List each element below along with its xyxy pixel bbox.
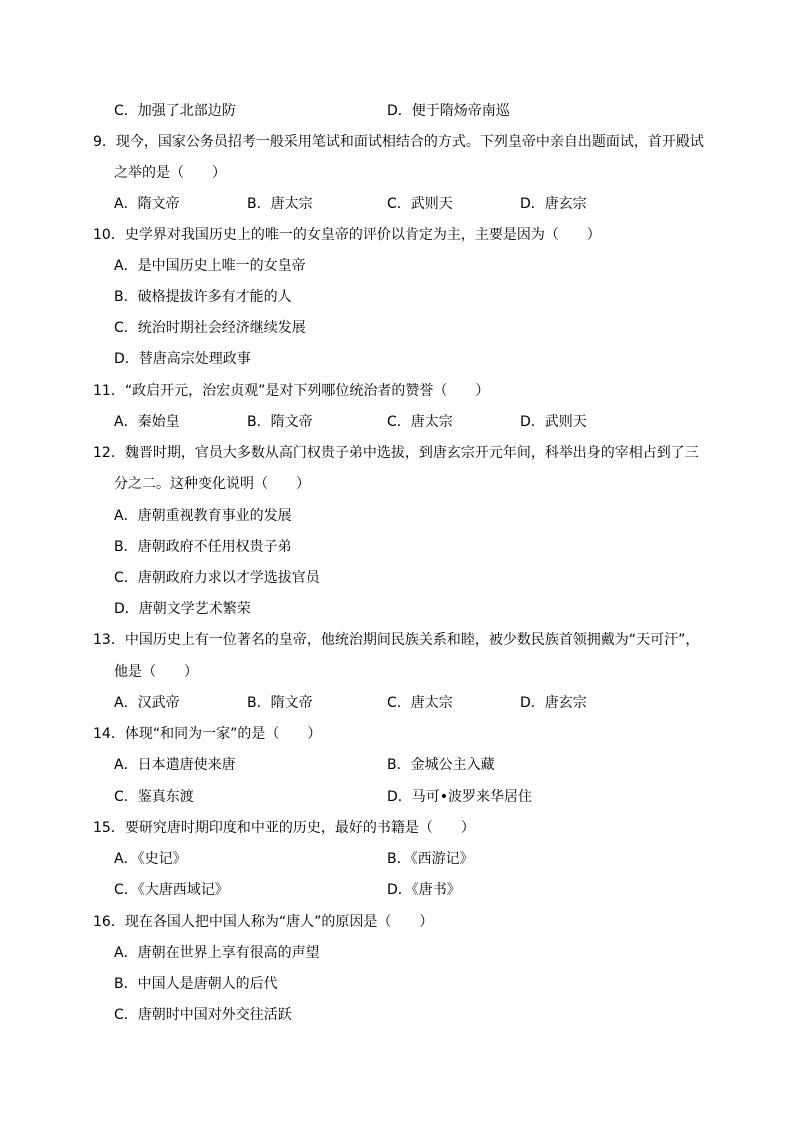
q16-stem: 16．现在各国人把中国人称为“唐人”的原因是（ ） — [93, 914, 434, 930]
q15-option-a: A．《史记》 — [114, 851, 187, 867]
q11-option-b: B．隋文帝 — [247, 414, 313, 430]
q14-stem: 14．体现“和同为一家”的是（ ） — [93, 726, 322, 742]
q11-option-c: C．唐太宗 — [387, 414, 453, 430]
q9-stem-line-2: 之举的是（ ） — [114, 165, 226, 181]
q12-option-d: D．唐朝文学艺术繁荣 — [114, 601, 251, 617]
q13-option-c: C．唐太宗 — [387, 695, 453, 711]
q9-option-c: C．武则天 — [387, 196, 453, 212]
q13-option-d: D．唐玄宗 — [520, 695, 587, 711]
q15-option-b: B．《西游记》 — [387, 851, 474, 867]
q13-option-a: A．汉武帝 — [114, 695, 180, 711]
q11-stem: 11．“政启开元，治宏贞观”是对下列哪位统治者的赞誉（ ） — [93, 383, 490, 399]
q11-option-a: A．秦始皇 — [114, 414, 180, 430]
q10-option-a: A．是中国历史上唯一的女皇帝 — [114, 258, 306, 274]
q10-stem: 10．史学界对我国历史上的唯一的女皇帝的评价以肯定为主，主要是因为（ ） — [93, 227, 601, 243]
q13-option-b: B．隋文帝 — [247, 695, 313, 711]
q16-option-b: B．中国人是唐朝人的后代 — [114, 976, 278, 992]
q12-stem-line-2: 分之二。这种变化说明（ ） — [114, 476, 310, 492]
q14-option-c: C．鉴真东渡 — [114, 789, 194, 805]
q8-option-c: C．加强了北部边防 — [114, 103, 236, 119]
q14-option-b: B．金城公主入藏 — [387, 757, 495, 773]
q15-option-d: D．《唐书》 — [387, 882, 461, 898]
q9-option-d: D．唐玄宗 — [520, 196, 587, 212]
q13-stem-line-1: 13．中国历史上有一位著名的皇帝，他统治期间民族关系和睦，被少数民族首领拥戴为“天可汗”， — [93, 632, 700, 648]
q14-option-a: A．日本遣唐使来唐 — [114, 757, 236, 773]
q15-stem: 15．要研究唐时期印度和中亚的历史，最好的书籍是（ ） — [93, 820, 475, 836]
q10-option-c: C．统治时期社会经济继续发展 — [114, 320, 306, 336]
q14-option-d: D．马可•波罗来华居住 — [387, 789, 533, 805]
q12-option-b: B．唐朝政府不任用权贵子弟 — [114, 539, 292, 555]
q11-option-d: D．武则天 — [520, 414, 587, 430]
q9-option-a: A．隋文帝 — [114, 196, 180, 212]
q13-stem-line-2: 他是（ ） — [114, 664, 198, 680]
q12-option-a: A．唐朝重视教育事业的发展 — [114, 508, 292, 524]
q10-option-b: B．破格提拔许多有才能的人 — [114, 289, 292, 305]
q10-option-d: D．替唐高宗处理政事 — [114, 351, 251, 367]
q9-stem-line-1: 9．现今，国家公务员招考一般采用笔试和面试相结合的方式。下列皇帝中亲自出题面试，首开殿试 — [93, 134, 704, 150]
q9-option-b: B．唐太宗 — [247, 196, 313, 212]
q16-option-a: A．唐朝在世界上享有很高的声望 — [114, 945, 320, 961]
q16-option-c: C．唐朝时中国对外交往活跃 — [114, 1007, 292, 1023]
q12-option-c: C．唐朝政府力求以才学选拔官员 — [114, 570, 320, 586]
q8-option-d: D．便于隋炀帝南巡 — [387, 103, 510, 119]
q12-stem-line-1: 12．魏晋时期，官员大多数从高门权贵子弟中选拔，到唐玄宗开元年间，科举出身的宰相占到了三 — [93, 445, 699, 461]
q15-option-c: C．《大唐西域记》 — [114, 882, 229, 898]
